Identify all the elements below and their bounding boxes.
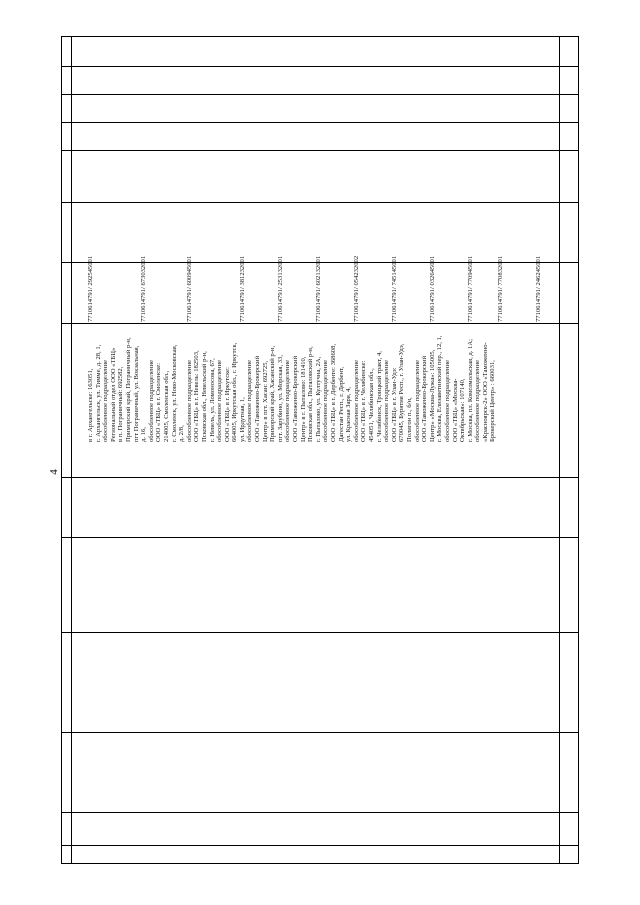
address-line: Дагестан Респ., г. Дербент, [337,366,345,442]
inn-kpp-code: 7710614791/ 292545001 [87,255,94,322]
address-line: обособленное подразделение [322,360,330,442]
row-divider [62,845,578,846]
row-divider [62,537,578,538]
address-line: г. Архангельск, ул. Тимме, д. 28, 1, [94,344,102,442]
address-line: Октябрьская»: 107140, [459,378,467,442]
table-frame [61,36,579,864]
address-line: г. Москва, Елизаветинский пер., 12, 1, [436,335,444,442]
address-line: Приморский край, Хасанский р-н, [269,345,277,442]
column-divider [71,37,72,863]
row-divider [62,122,578,123]
address-line: обособленное подразделение [474,360,482,442]
address-line: пгт Пограничный, ул. Вокзальная, [132,345,140,442]
row-divider [62,202,578,203]
inn-kpp-code: 7710614791/ 246245001 [535,255,543,322]
codes-column [87,256,543,322]
address-line: обособленное подразделение [147,360,155,442]
inn-kpp-code: 7710614791/ 032645001 [428,255,436,322]
address-line: Полигон п., б/н, [405,397,413,442]
address-line: 670045, Бурятия Респ., г. Улан-Удэ, [398,343,406,442]
address-line: Центр» в г. Пыталово: 181410, [299,356,307,442]
row-divider [62,477,578,478]
inn-kpp-code: 7710614791/ 602132001 [314,255,322,322]
address-line: 454051, Челябинская обл., [367,368,375,442]
address-line: пгт. Зарубино, ул. Морская, 33, [276,355,284,442]
address-line: 664005, Иркутская обл., г. Иркутск, [231,342,239,442]
address-line: в г. Архангельске: 163051, [87,368,94,442]
address-line: ООО «Таможенно-Брокерский [292,355,300,442]
address-line: ООО «ТБЦ» в г. Челябинске: [360,360,368,442]
inn-kpp-code: 7710614791/ 054232002 [352,255,360,322]
address-line: Центр» в пгт. Хасан: 692725, [261,360,269,442]
address-line: обособленное подразделение [246,360,254,442]
address-column [87,336,497,443]
address-line: ООО «ТБЦ» в г. Невель: 182503, [193,350,201,442]
address-line: г. Невель, ул. Ломоносова, 67, [208,358,216,442]
address-line: Псковская обл., Невельский р-н, [200,351,208,442]
address-line: Приморский край, Пограничный р-н, [124,337,132,442]
address-line: ООО «Таможенно-Брокерский [254,355,262,442]
address-line: обособленное подразделение [284,360,292,442]
inn-kpp-code: 7710614791/ 770945001 [466,255,474,322]
address-line: д. 16, [140,427,148,442]
row-divider [62,632,578,633]
address-line: г. Москва, пл. Комсомольская, д. 1А; [466,339,474,442]
row-divider [62,812,578,813]
inn-kpp-code: 7710614791/ 600945001 [185,255,193,322]
address-line: обособленное подразделение [216,360,224,442]
address-line: обособленное подразделение [352,360,360,442]
address-line: г. Смоленск, ул. Ново-Московская, [170,344,178,442]
address-line: ООО «ТБЦ» в г. Дербенте: 368608, [330,343,337,442]
address-line: обособленное подразделение [443,360,451,442]
inn-kpp-code: 7710614791/ 745145001 [390,255,398,322]
inn-kpp-code: 7710614791/ 381232001 [238,255,246,322]
address-line: Центр» «Москва-Лужа»: 105005, [428,349,436,442]
inn-kpp-code: 7710614791/ 770832001 [497,255,505,322]
address-line: ул. Красная Заря, 4, [345,386,353,442]
address-line: 214005, Смоленская обл., [162,370,170,442]
row-divider [62,94,578,95]
address-line: обособленное подразделение [383,360,391,442]
inn-kpp-code: 7710614791/ 253132001 [276,255,284,322]
address-line: Брокерский Центр» : 660031, [489,360,497,442]
row-divider [62,66,578,67]
address-line: обособленное подразделение [413,360,421,442]
row-divider [62,150,578,151]
address-line: ООО «ТБЦ» в г. Иркутске: [223,367,231,442]
address-line: обособленное подразделение [102,360,110,442]
inn-kpp-code: 7710614791/ 673032001 [140,255,148,322]
page-number: 4 [48,469,60,475]
address-line: ООО «ТБЦ» «Москва- [451,378,459,442]
address-line: Псковская обл., Пыталовский р-н, [307,346,315,442]
column-divider [559,37,560,863]
address-line: в п. Пограничный: 692582, [117,366,125,442]
row-divider [62,323,578,324]
address-line: обособленное подразделение [185,360,193,442]
address-line: д. 2/8, [178,425,186,442]
address-line: г. Пыталово, ул. Култучна, 2А, [314,356,322,442]
address-line: «Красноярск-2» ООО «Таможенно- [481,342,489,442]
address-line: ООО «Таможенно-Брокерский [421,355,429,442]
row-divider [62,732,578,733]
address-line: Региональный отдел ООО «ТБЦ» [109,347,117,442]
address-line: ул. Ирдутная, 1, [238,397,246,442]
address-line: ООО «ТБЦ» в г. Улан-Удэ: [390,367,398,442]
address-line: ООО «ТБЦ» в г. Смоленске: [155,362,163,442]
address-line: г. Челябинск, Троицкий тракт, 4, [375,351,383,442]
